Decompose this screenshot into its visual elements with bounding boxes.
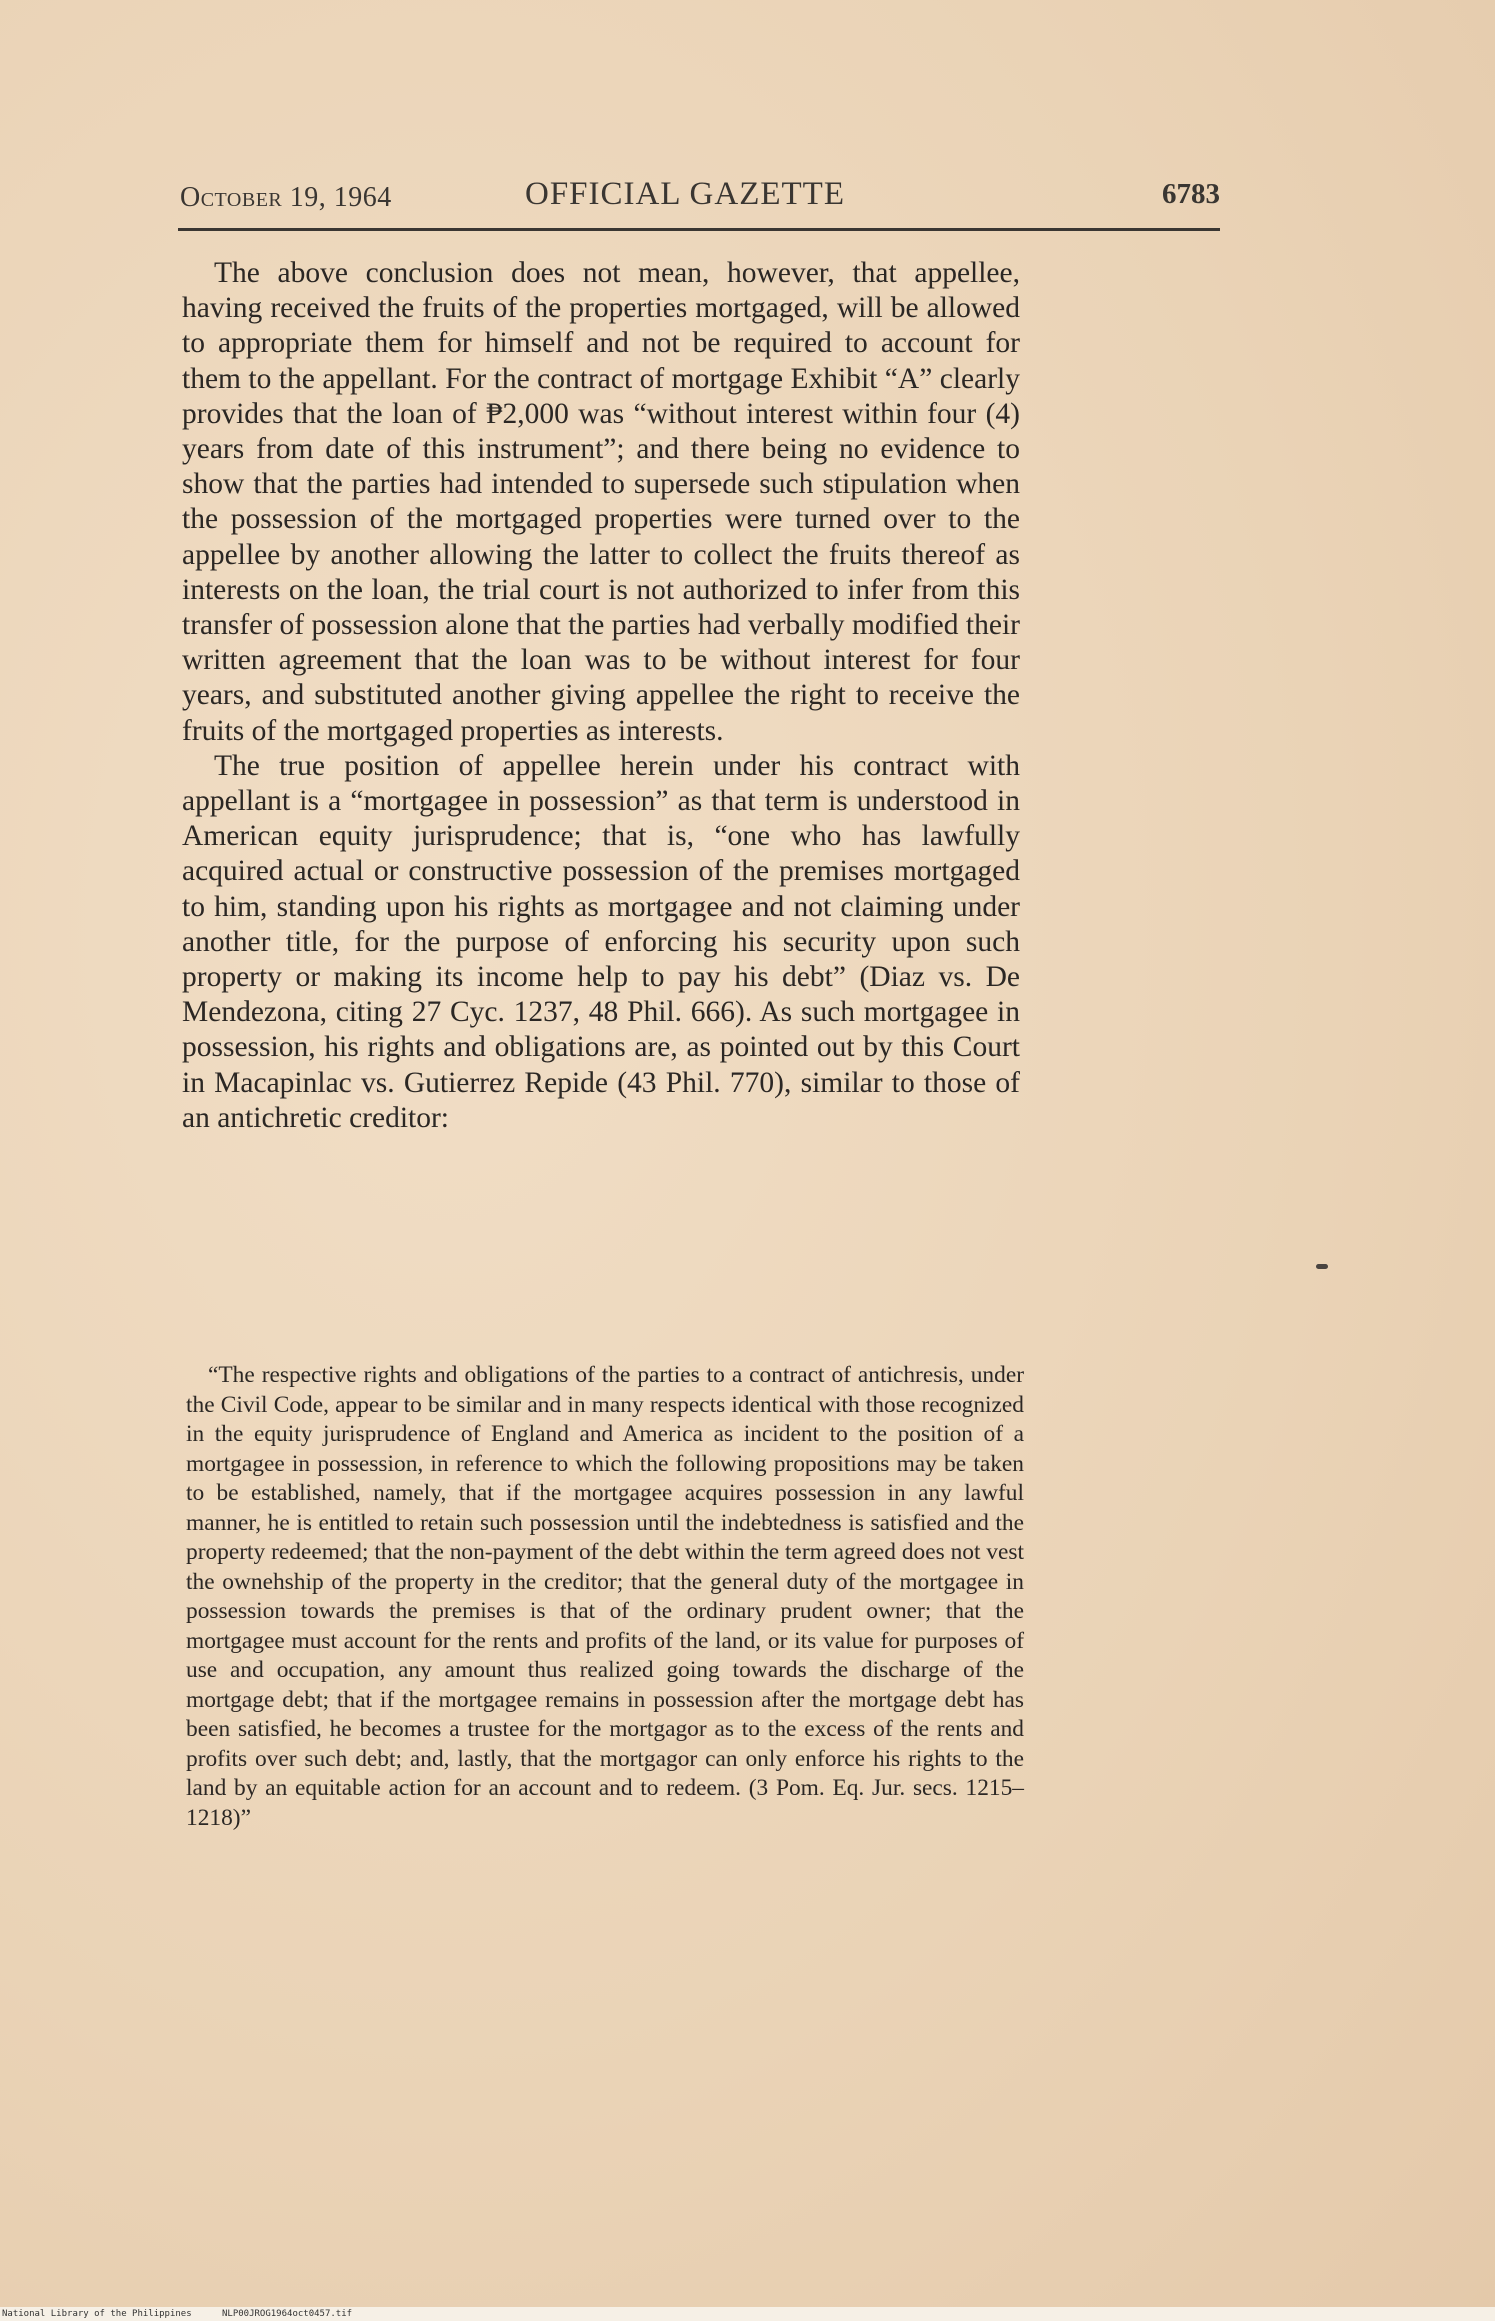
scan-filename: NLP00JROG1964oct0457.tif	[222, 2309, 353, 2319]
page-number: 6783	[1162, 178, 1220, 210]
page-header	[180, 174, 1220, 224]
library-credit: National Library of the Philippines	[2, 2309, 192, 2319]
issue-date: October 19, 1964	[180, 182, 392, 213]
scan-footer	[0, 2307, 1495, 2321]
paragraph: The true position of appellee herein under his contract with appellant is a “mortgagee in possession” as that term is understood in American equity jurisprudence; that is, “one who has lawfully acquired actual or constructive possession of the premises mortgaged to him, standing upon his rights as mortgagee and not claiming under another title, for the purpose of enforcing his security upon such property or making its income help to pay his debt” (Diaz vs. De Mendezona, citing 27 Cyc. 1237, 48 Phil. 666). As such mortgagee in possession, his rights and obligations are, as pointed out by this Court in Macapinlac vs. Gutierrez Repide (43 Phil. 770), similar to those of an antichretic creditor:	[182, 749, 1020, 1134]
paragraph: The above conclusion does not mean, however, that appellee, having received the fruits of the properties mortgaged, will be allowed to appropriate them for himself and not be required to account for them to the appellant. For the contract of mortgage Exhibit “A” clearly provides that the loan of ₱2,000 was “without interest within four (4) years from date of this instrument”; and there being no evidence to show that the parties had intended to supersede such stipulation when the possession of the mortgaged properties were turned over to the appellee by another allowing the latter to collect the fruits thereof as interests on the loan, the trial court is not authorized to infer from this transfer of possession alone that the parties had verbally modified their written agreement that the loan was to be without interest for four years, and substituted another giving appellee the right to receive the fruits of the mortgaged properties as interests.	[182, 257, 1020, 747]
scan-speck	[1316, 1264, 1328, 1269]
publication-title: OFFICIAL GAZETTE	[525, 176, 845, 212]
block-quote	[186, 1361, 1024, 1833]
quote-text: “The respective rights and obligations of the parties to a contract of antichresis, under the Civil Code, appear to be similar and in many respects identical with those recognized in the equity jurisprudence of England and America as incident to the position of a mortgagee in possession, in reference to which the following propositions may be taken to be established, namely, that if the mortgagee acquires possession in any lawful manner, he is entitled to retain such possession until the indebtedness is satisfied and the property redeemed; that the non-payment of the debt within the term agreed does not vest the ownehship of the property in the creditor; that the general duty of the mortgagee in possession towards the premises is that of the ordinary prudent owner; that the mortgagee must account for the rents and profits of the land, or its value for purposes of use and occupation, any amount thus realized going towards the discharge of the mortgage debt; that if the mortgagee remains in possession after the mortgage debt has been satisfied, he becomes a trustee for the mortgagor as to the excess of the rents and profits over such debt; and, lastly, that the mortgagor can only enforce his rights to the land by an equitable action for an account and to redeem. (3 Pom. Eq. Jur. secs. 1215–1218)”	[186, 1362, 1024, 1831]
body-text	[182, 256, 1020, 1136]
header-rule	[178, 228, 1220, 231]
